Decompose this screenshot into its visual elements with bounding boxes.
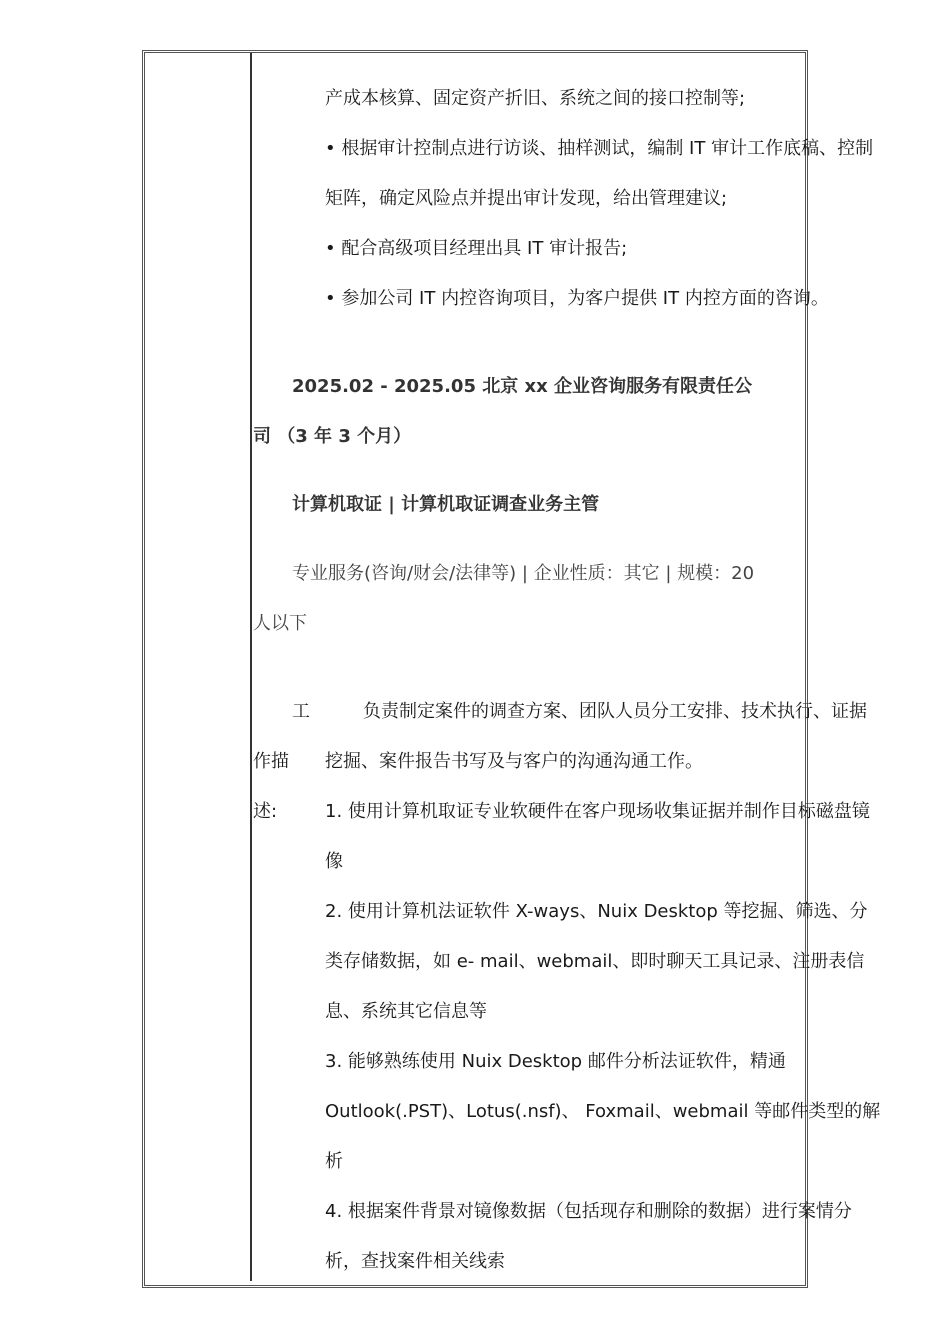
duty-line: 矩阵，确定风险点并提出审计发现，给出管理建议; [325,188,728,209]
description-line: 挖掘、案件报告书写及与客户的沟通沟通工作。 [325,751,703,772]
description-line: 1. 使用计算机取证专业软硬件在客户现场收集证据并制作目标磁盘镜 [325,801,870,822]
job-position: 计算机取证 | 计算机取证调查业务主管 [292,494,600,515]
duty-bullet: • 配合高级项目经理出具 IT 审计报告; [325,238,628,259]
description-line: 类存储数据，如 e- mail、webmail、即时聊天工具记录、注册表信 [325,951,865,972]
description-line: 析 [325,1151,343,1172]
job-period-company: 2025.02 - 2025.05 北京 xx 企业咨询服务有限责任公 [292,376,752,397]
job-period-company-cont: 司 （3 年 3 个月） [253,426,412,447]
description-line: 像 [325,851,343,872]
duty-bullet: • 参加公司 IT 内控咨询项目，为客户提供 IT 内控方面的咨询。 [325,288,829,309]
description-line: 负责制定案件的调查方案、团队人员分工安排、技术执行、证据 [363,701,867,722]
description-line: Outlook(.PST)、Lotus(.nsf)、 Foxmail、webmail 等邮件类型的解 [325,1101,881,1122]
duty-line: 产成本核算、固定资产折旧、系统之间的接口控制等; [325,88,746,109]
description-label: 述: [253,801,278,822]
company-info-cont: 人以下 [253,613,307,634]
company-info: 专业服务(咨询/财会/法律等) | 企业性质：其它 | 规模：20 [292,563,755,584]
description-line: 析，查找案件相关线索 [325,1251,505,1272]
description-line: 息、系统其它信息等 [325,1001,487,1022]
description-line: 4. 根据案件背景对镜像数据（包括现存和删除的数据）进行案情分 [325,1201,852,1222]
description-line: 3. 能够熟练使用 Nuix Desktop 邮件分析法证软件，精通 [325,1051,786,1072]
description-line: 2. 使用计算机法证软件 X-ways、Nuix Desktop 等挖掘、筛选、分 [325,901,868,922]
table-column-divider [250,53,252,1281]
description-label: 工 [292,701,310,722]
description-label: 作描 [253,751,289,772]
duty-bullet: • 根据审计控制点进行访谈、抽样测试，编制 IT 审计工作底稿、控制 [325,138,874,159]
